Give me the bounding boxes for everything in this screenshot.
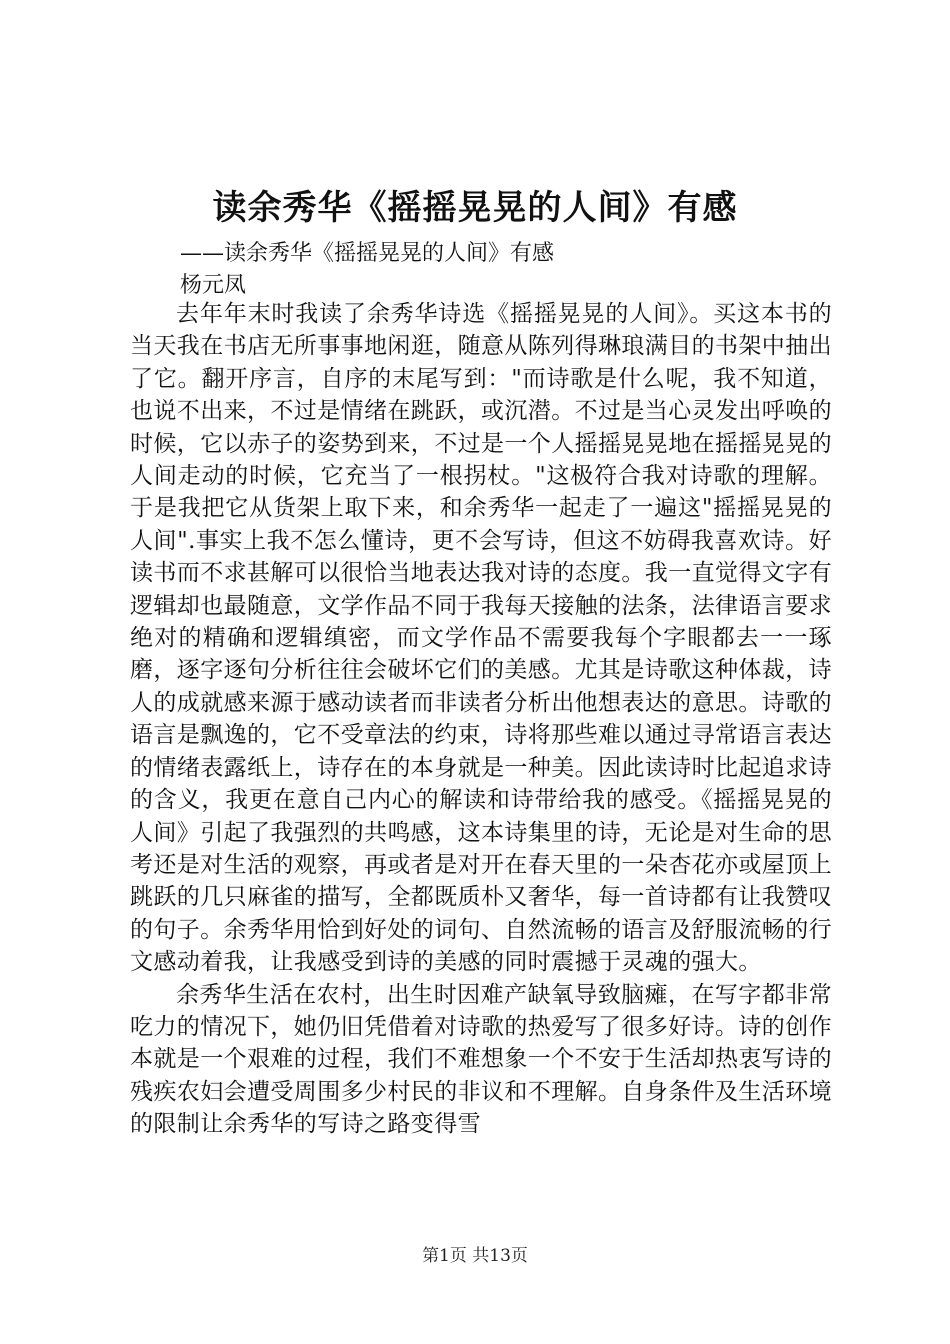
subtitle: ——读余秀华《摇摇晃晃的人间》有感 <box>180 241 555 266</box>
author-name: 杨元凤 <box>180 273 247 298</box>
page-footer: 第1页 共13页 <box>422 1246 528 1266</box>
article-body <box>130 298 832 1141</box>
paragraph: 余秀华生活在农村，出生时因难产缺氧导致脑瘫，在写字都非常吃力的情况下，她仍旧凭借着对诗歌的热爱写了很多好诗。诗的创作本就是一个艰难的过程，我们不难想象一个不安于生活却热衷写诗的残疾农妇会遭受周围多少村民的非议和不理解。自身条件及生活环境的限制让余秀华的写诗之路变得雪 <box>130 981 832 1138</box>
page-title: 读余秀华《摇摇晃晃的人间》有感 <box>212 188 738 228</box>
paragraph: 去年年末时我读了余秀华诗选《摇摇晃晃的人间》。买这本书的当天我在书店无所事事地闲逛，随意从陈列得琳琅满目的书架中抽出了它。翻开序言，自序的末尾写到："而诗歌是什么呢，我不知道，也说不出来，不过是情绪在跳跃，或沉潜。不过是当心灵发出呼唤的时候，它以赤子的姿势到来，不过是一个人摇摇晃晃地在摇摇晃晃的人间走动的时候，它充当了一根拐杖。"这极符合我对诗歌的理解。于是我把它从货架上取下来，和余秀华一起走了一遍这"摇摇晃晃的人间".事实上我不怎么懂诗，更不会写诗，但这不妨碍我喜欢诗。好读书而不求甚解可以很恰当地表达我对诗的态度。我一直觉得文字有逻辑却也最随意，文学作品不同于我每天接触的法条，法律语言要求绝对的精确和逻辑缜密，而文学作品不需要我每个字眼都去一一琢磨，逐字逐句分析往往会破坏它们的美感。尤其是诗歌这种体裁，诗人的成就感来源于感动读者而非读者分析出他想表达的意思。诗歌的语言是飘逸的，它不受章法的约束，诗将那些难以通过寻常语言表达的情绪表露纸上，诗存在的本身就是一种美。因此读诗时比起追求诗的含义，我更在意自己内心的解读和诗带给我的感受。《摇摇晃晃的人间》引起了我强烈的共鸣感，这本诗集里的诗，无论是对生命的思考还是对生活的观察，再或者是对开在春天里的一朵杏花亦或屋顶上跳跃的几只麻雀的描写，全都既质朴又奢华，每一首诗都有让我赞叹的句子。余秀华用恰到好处的词句、自然流畅的语言及舒服流畅的行文感动着我，让我感受到诗的美感的同时震撼于灵魂的强大。 <box>130 301 832 976</box>
